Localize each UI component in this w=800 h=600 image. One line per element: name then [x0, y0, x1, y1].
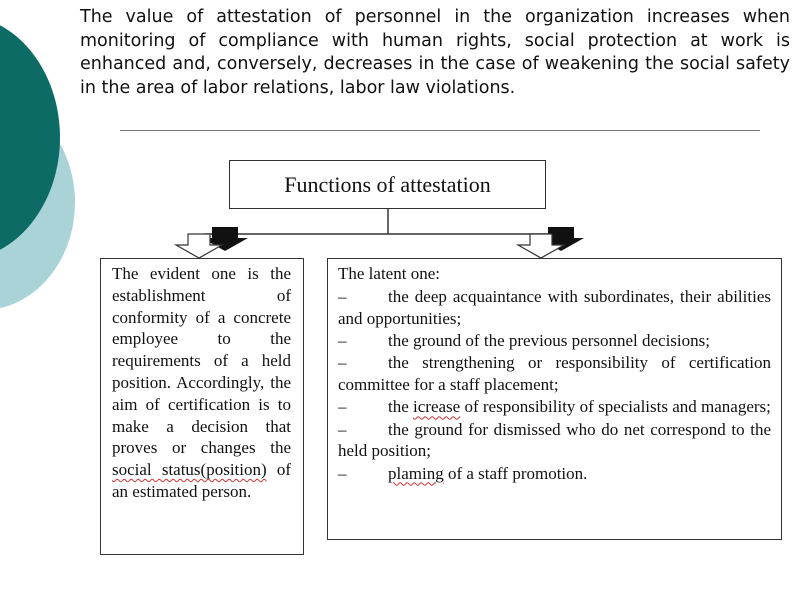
latent-list-item: – the strengthening or responsibility of certification committee for a staff placement;	[338, 353, 771, 394]
latent-list-item: – the deep acquaintance with subordinates, their abilities and opportunities;	[338, 286, 771, 328]
latent-list-item: – plaming of a staff promotion.	[338, 463, 588, 483]
latent-list-item: – the ground for dismissed who do net correspond to the held position;	[338, 419, 771, 461]
dash-bullet: –	[338, 397, 347, 417]
spelling-marked-text: icrease	[413, 397, 461, 417]
dash-bullet: –	[338, 419, 347, 439]
latent-list-item: – the icrease of responsibility of specialists and managers;	[338, 397, 771, 417]
dash-bullet: –	[338, 353, 347, 373]
latent-list-item: – the ground of the previous personnel decisions;	[338, 330, 710, 350]
dash-bullet: –	[338, 463, 347, 483]
evident-function-text: The evident one is the establishment of conformity of a concrete employee to the requirements of a held position. Accordingly, the aim of certification is to make a decision that proves or changes the social status(position) of an estimated person.	[112, 264, 291, 501]
latent-heading: The latent one:	[338, 264, 440, 283]
intro-paragraph: The value of attestation of personnel in the organization increases when monitoring of compliance with human rights, social protection at work is enhanced and, conversely, decreases in the case of weakening the social safety in the area of labor relations, labor law violations.	[80, 7, 790, 98]
diagram-title-box	[229, 160, 546, 209]
spelling-marked-text: plaming	[388, 463, 444, 483]
evident-function-box	[100, 258, 304, 555]
spelling-marked-text: social status(position)	[112, 460, 267, 480]
latent-function-box	[327, 258, 782, 540]
dash-bullet: –	[338, 330, 347, 350]
latent-list	[338, 286, 771, 485]
diagram-title: Functions of attestation	[284, 171, 491, 197]
dash-bullet: –	[338, 286, 347, 306]
